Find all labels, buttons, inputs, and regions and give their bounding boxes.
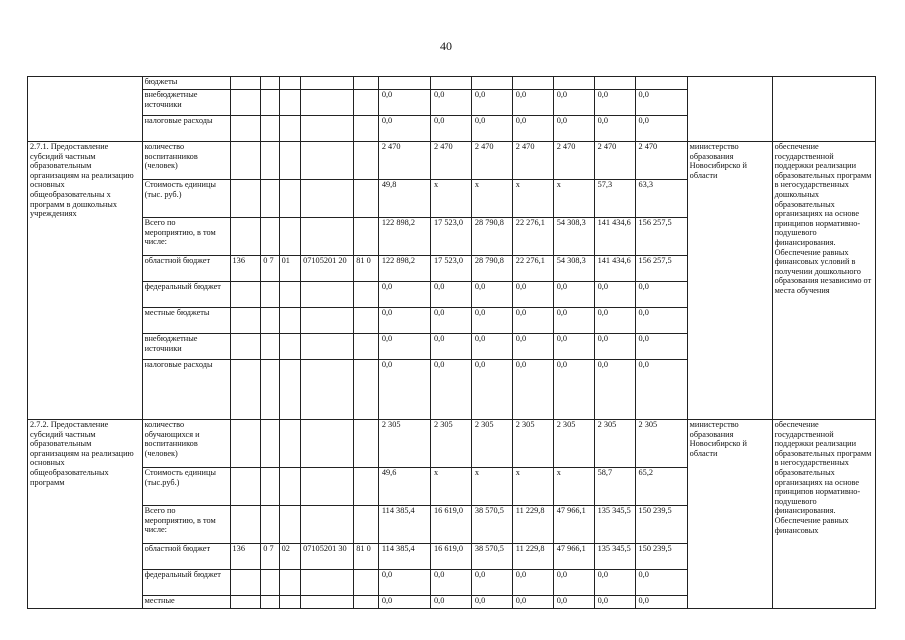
value-cell-7: 2 305 [635, 420, 687, 468]
value-cell-5: 0,0 [553, 360, 594, 420]
grbs-cell [230, 468, 261, 506]
value-cell-6: 2 305 [594, 420, 635, 468]
csr-cell [301, 218, 354, 256]
value-cell-2: х [430, 468, 471, 506]
vr-cell [354, 468, 379, 506]
grbs-cell [230, 308, 261, 334]
value-cell-2: 0,0 [430, 116, 471, 142]
indicator-cell: количество воспитанников (человек) [142, 142, 230, 180]
vr-cell [354, 308, 379, 334]
value-cell-4: х [512, 180, 553, 218]
value-cell-4: 0,0 [512, 308, 553, 334]
value-cell-7: 0,0 [635, 596, 687, 609]
value-cell-3: 0,0 [471, 308, 512, 334]
value-cell-6: 135 345,5 [594, 506, 635, 544]
indicator-cell: Стоимость единицы (тыс. руб.) [142, 180, 230, 218]
value-cell-7: 0,0 [635, 308, 687, 334]
value-cell-7: 0,0 [635, 90, 687, 116]
csr-cell [301, 308, 354, 334]
csr-cell [301, 180, 354, 218]
value-cell-7: 150 239,5 [635, 544, 687, 570]
grbs-cell [230, 334, 261, 360]
value-cell-3: 0,0 [471, 116, 512, 142]
value-cell-5: 54 308,3 [553, 218, 594, 256]
value-cell-6: 58,7 [594, 468, 635, 506]
grbs-cell [230, 570, 261, 596]
vr-cell: 81 0 [354, 544, 379, 570]
vr-cell [354, 180, 379, 218]
pr-cell [279, 180, 300, 218]
grbs-cell [230, 420, 261, 468]
rz-cell [261, 77, 279, 90]
value-cell-5: 0,0 [553, 334, 594, 360]
value-cell-3: 38 570,5 [471, 544, 512, 570]
executor-cell: министерство образования Новосибирско й области [687, 142, 772, 420]
vr-cell [354, 420, 379, 468]
value-cell-5: 47 966,1 [553, 506, 594, 544]
value-cell-1: 0,0 [378, 334, 430, 360]
rz-cell: 0 7 [261, 256, 279, 282]
value-cell-1: 0,0 [378, 308, 430, 334]
value-cell-7: 2 470 [635, 142, 687, 180]
activity-name-cell: 2.7.1. Предоставление субсидий частным образовательным организациям на реализацию основных общеобразовательны х программ в дошкольных учреждениях [28, 142, 143, 420]
csr-cell [301, 596, 354, 609]
rz-cell [261, 506, 279, 544]
grbs-cell [230, 282, 261, 308]
task-cell-empty [28, 77, 143, 142]
value-cell-4: 0,0 [512, 116, 553, 142]
indicator-cell: бюджеты [142, 77, 230, 90]
pr-cell [279, 308, 300, 334]
value-cell-5: 54 308,3 [553, 256, 594, 282]
pr-cell [279, 420, 300, 468]
value-cell-1: 0,0 [378, 116, 430, 142]
value-cell-4: 0,0 [512, 90, 553, 116]
vr-cell [354, 77, 379, 90]
value-cell-3: х [471, 468, 512, 506]
csr-cell [301, 420, 354, 468]
rz-cell [261, 116, 279, 142]
value-cell-7: 0,0 [635, 282, 687, 308]
value-cell-2 [430, 77, 471, 90]
value-cell-1: 0,0 [378, 596, 430, 609]
vr-cell [354, 506, 379, 544]
grbs-cell [230, 360, 261, 420]
value-cell-1: 2 470 [378, 142, 430, 180]
executor-cell: министерство образования Новосибирско й области [687, 420, 772, 609]
indicator-cell: областной бюджет [142, 256, 230, 282]
csr-cell [301, 334, 354, 360]
value-cell-1: 114 385,4 [378, 544, 430, 570]
value-cell-7: 63,3 [635, 180, 687, 218]
value-cell-7: 150 239,5 [635, 506, 687, 544]
result-cell: обеспечение государственной поддержки реализации образовательных программ в негосударственных дошкольных образовательных организациях на основе принципов нормативно-подушевого финансирования. Обеспечение равных финансовых условий в получении дошкольного образования независимо от места обучения [772, 142, 875, 420]
value-cell-6: 0,0 [594, 334, 635, 360]
pr-cell: 01 [279, 256, 300, 282]
value-cell-4: 0,0 [512, 596, 553, 609]
value-cell-1: 49,6 [378, 468, 430, 506]
value-cell-3: 0,0 [471, 570, 512, 596]
value-cell-1: 0,0 [378, 90, 430, 116]
pr-cell [279, 142, 300, 180]
pr-cell [279, 596, 300, 609]
value-cell-2: 16 619,0 [430, 506, 471, 544]
value-cell-4: 0,0 [512, 570, 553, 596]
value-cell-3: 2 470 [471, 142, 512, 180]
executor-cell-empty [687, 77, 772, 142]
value-cell-2: 16 619,0 [430, 544, 471, 570]
value-cell-2: 17 523,0 [430, 218, 471, 256]
value-cell-7: 0,0 [635, 334, 687, 360]
value-cell-1: 114 385,4 [378, 506, 430, 544]
value-cell-3: 0,0 [471, 334, 512, 360]
pr-cell [279, 468, 300, 506]
pr-cell: 02 [279, 544, 300, 570]
value-cell-5 [553, 77, 594, 90]
value-cell-5: 0,0 [553, 282, 594, 308]
indicator-cell: Стоимость единицы (тыс.руб.) [142, 468, 230, 506]
activity-name-cell: 2.7.2. Предоставление субсидий частным образовательным организациям на реализацию основных общеобразовательных программ [28, 420, 143, 609]
value-cell-1: 2 305 [378, 420, 430, 468]
vr-cell [354, 596, 379, 609]
rz-cell [261, 596, 279, 609]
value-cell-1: 0,0 [378, 360, 430, 420]
grbs-cell [230, 77, 261, 90]
result-cell-empty [772, 77, 875, 142]
value-cell-4: 22 276,1 [512, 218, 553, 256]
rz-cell [261, 360, 279, 420]
pr-cell [279, 506, 300, 544]
rz-cell [261, 308, 279, 334]
grbs-cell [230, 506, 261, 544]
value-cell-5: 0,0 [553, 570, 594, 596]
rz-cell [261, 420, 279, 468]
value-cell-3: 0,0 [471, 90, 512, 116]
value-cell-4: 2 305 [512, 420, 553, 468]
value-cell-6: 141 434,6 [594, 218, 635, 256]
value-cell-7: 0,0 [635, 360, 687, 420]
grbs-cell [230, 90, 261, 116]
value-cell-4: 22 276,1 [512, 256, 553, 282]
value-cell-7: 156 257,5 [635, 218, 687, 256]
csr-cell [301, 116, 354, 142]
value-cell-2: 0,0 [430, 570, 471, 596]
value-cell-5: х [553, 468, 594, 506]
grbs-cell [230, 596, 261, 609]
rz-cell [261, 218, 279, 256]
value-cell-2: 17 523,0 [430, 256, 471, 282]
vr-cell [354, 334, 379, 360]
value-cell-4: 11 229,8 [512, 544, 553, 570]
vr-cell [354, 90, 379, 116]
value-cell-2: 0,0 [430, 282, 471, 308]
value-cell-3: 0,0 [471, 360, 512, 420]
value-cell-2: 0,0 [430, 596, 471, 609]
value-cell-7 [635, 77, 687, 90]
value-cell-1: 122 898,2 [378, 218, 430, 256]
value-cell-6: 0,0 [594, 360, 635, 420]
value-cell-5: 47 966,1 [553, 544, 594, 570]
value-cell-3: 2 305 [471, 420, 512, 468]
value-cell-6: 0,0 [594, 116, 635, 142]
table-row [28, 420, 876, 468]
csr-cell [301, 360, 354, 420]
value-cell-2: 2 470 [430, 142, 471, 180]
value-cell-7: 0,0 [635, 116, 687, 142]
value-cell-6: 2 470 [594, 142, 635, 180]
csr-cell [301, 90, 354, 116]
value-cell-1: 0,0 [378, 282, 430, 308]
pr-cell [279, 360, 300, 420]
indicator-cell: федеральный бюджет [142, 282, 230, 308]
rz-cell [261, 90, 279, 116]
rz-cell [261, 334, 279, 360]
csr-cell [301, 506, 354, 544]
table-row [28, 77, 876, 90]
pr-cell [279, 334, 300, 360]
value-cell-5: 0,0 [553, 116, 594, 142]
rz-cell: 0 7 [261, 544, 279, 570]
value-cell-5: 0,0 [553, 596, 594, 609]
value-cell-6: 57,3 [594, 180, 635, 218]
grbs-cell [230, 218, 261, 256]
result-cell: обеспечение государственной поддержки реализации образовательных программ в негосударственных образовательных организациях на основе принципов нормативно-подушевого финансирования. Обеспечение равных финансовых [772, 420, 875, 609]
vr-cell [354, 282, 379, 308]
value-cell-3: 38 570,5 [471, 506, 512, 544]
value-cell-3: 28 790,8 [471, 256, 512, 282]
rz-cell [261, 142, 279, 180]
value-cell-2: 0,0 [430, 334, 471, 360]
vr-cell [354, 218, 379, 256]
rz-cell [261, 570, 279, 596]
pr-cell [279, 218, 300, 256]
value-cell-1: 49,8 [378, 180, 430, 218]
grbs-cell [230, 142, 261, 180]
csr-cell [301, 77, 354, 90]
vr-cell [354, 142, 379, 180]
pr-cell [279, 77, 300, 90]
value-cell-1: 0,0 [378, 570, 430, 596]
csr-cell [301, 468, 354, 506]
value-cell-3: 28 790,8 [471, 218, 512, 256]
grbs-cell [230, 180, 261, 218]
vr-cell [354, 360, 379, 420]
value-cell-6 [594, 77, 635, 90]
program-table [27, 76, 876, 609]
value-cell-2: х [430, 180, 471, 218]
value-cell-7: 156 257,5 [635, 256, 687, 282]
value-cell-1 [378, 77, 430, 90]
csr-cell [301, 282, 354, 308]
indicator-cell: Всего по мероприятию, в том числе: [142, 506, 230, 544]
csr-cell [301, 570, 354, 596]
indicator-cell: Всего по мероприятию, в том числе: [142, 218, 230, 256]
value-cell-5: 0,0 [553, 308, 594, 334]
vr-cell [354, 570, 379, 596]
value-cell-5: х [553, 180, 594, 218]
indicator-cell: налоговые расходы [142, 116, 230, 142]
indicator-cell: количество обучающихся и воспитанников (человек) [142, 420, 230, 468]
value-cell-4: 0,0 [512, 282, 553, 308]
rz-cell [261, 468, 279, 506]
value-cell-4 [512, 77, 553, 90]
rz-cell [261, 282, 279, 308]
csr-cell: 07105201 20 [301, 256, 354, 282]
value-cell-5: 0,0 [553, 90, 594, 116]
value-cell-5: 2 305 [553, 420, 594, 468]
value-cell-4: 2 470 [512, 142, 553, 180]
value-cell-7: 0,0 [635, 570, 687, 596]
value-cell-4: 0,0 [512, 334, 553, 360]
value-cell-6: 0,0 [594, 596, 635, 609]
value-cell-4: х [512, 468, 553, 506]
table-row [28, 142, 876, 180]
indicator-cell: внебюджетные источники [142, 334, 230, 360]
indicator-cell: областной бюджет [142, 544, 230, 570]
pr-cell [279, 116, 300, 142]
grbs-cell: 136 [230, 256, 261, 282]
value-cell-6: 0,0 [594, 90, 635, 116]
grbs-cell: 136 [230, 544, 261, 570]
indicator-cell: налоговые расходы [142, 360, 230, 420]
rz-cell [261, 180, 279, 218]
value-cell-2: 0,0 [430, 360, 471, 420]
value-cell-6: 0,0 [594, 282, 635, 308]
value-cell-4: 0,0 [512, 360, 553, 420]
value-cell-6: 141 434,6 [594, 256, 635, 282]
vr-cell [354, 116, 379, 142]
value-cell-1: 122 898,2 [378, 256, 430, 282]
pr-cell [279, 282, 300, 308]
pr-cell [279, 90, 300, 116]
csr-cell: 07105201 30 [301, 544, 354, 570]
value-cell-6: 135 345,5 [594, 544, 635, 570]
value-cell-2: 0,0 [430, 308, 471, 334]
indicator-cell: местные [142, 596, 230, 609]
indicator-cell: внебюджетные источники [142, 90, 230, 116]
value-cell-2: 0,0 [430, 90, 471, 116]
value-cell-3: 0,0 [471, 596, 512, 609]
pr-cell [279, 570, 300, 596]
value-cell-3 [471, 77, 512, 90]
value-cell-3: 0,0 [471, 282, 512, 308]
table-body [28, 77, 876, 609]
value-cell-3: х [471, 180, 512, 218]
indicator-cell: федеральный бюджет [142, 570, 230, 596]
page-number: 40 [440, 39, 452, 53]
value-cell-7: 65,2 [635, 468, 687, 506]
value-cell-2: 2 305 [430, 420, 471, 468]
value-cell-6: 0,0 [594, 308, 635, 334]
vr-cell: 81 0 [354, 256, 379, 282]
value-cell-6: 0,0 [594, 570, 635, 596]
grbs-cell [230, 116, 261, 142]
value-cell-5: 2 470 [553, 142, 594, 180]
value-cell-4: 11 229,8 [512, 506, 553, 544]
csr-cell [301, 142, 354, 180]
indicator-cell: местные бюджеты [142, 308, 230, 334]
